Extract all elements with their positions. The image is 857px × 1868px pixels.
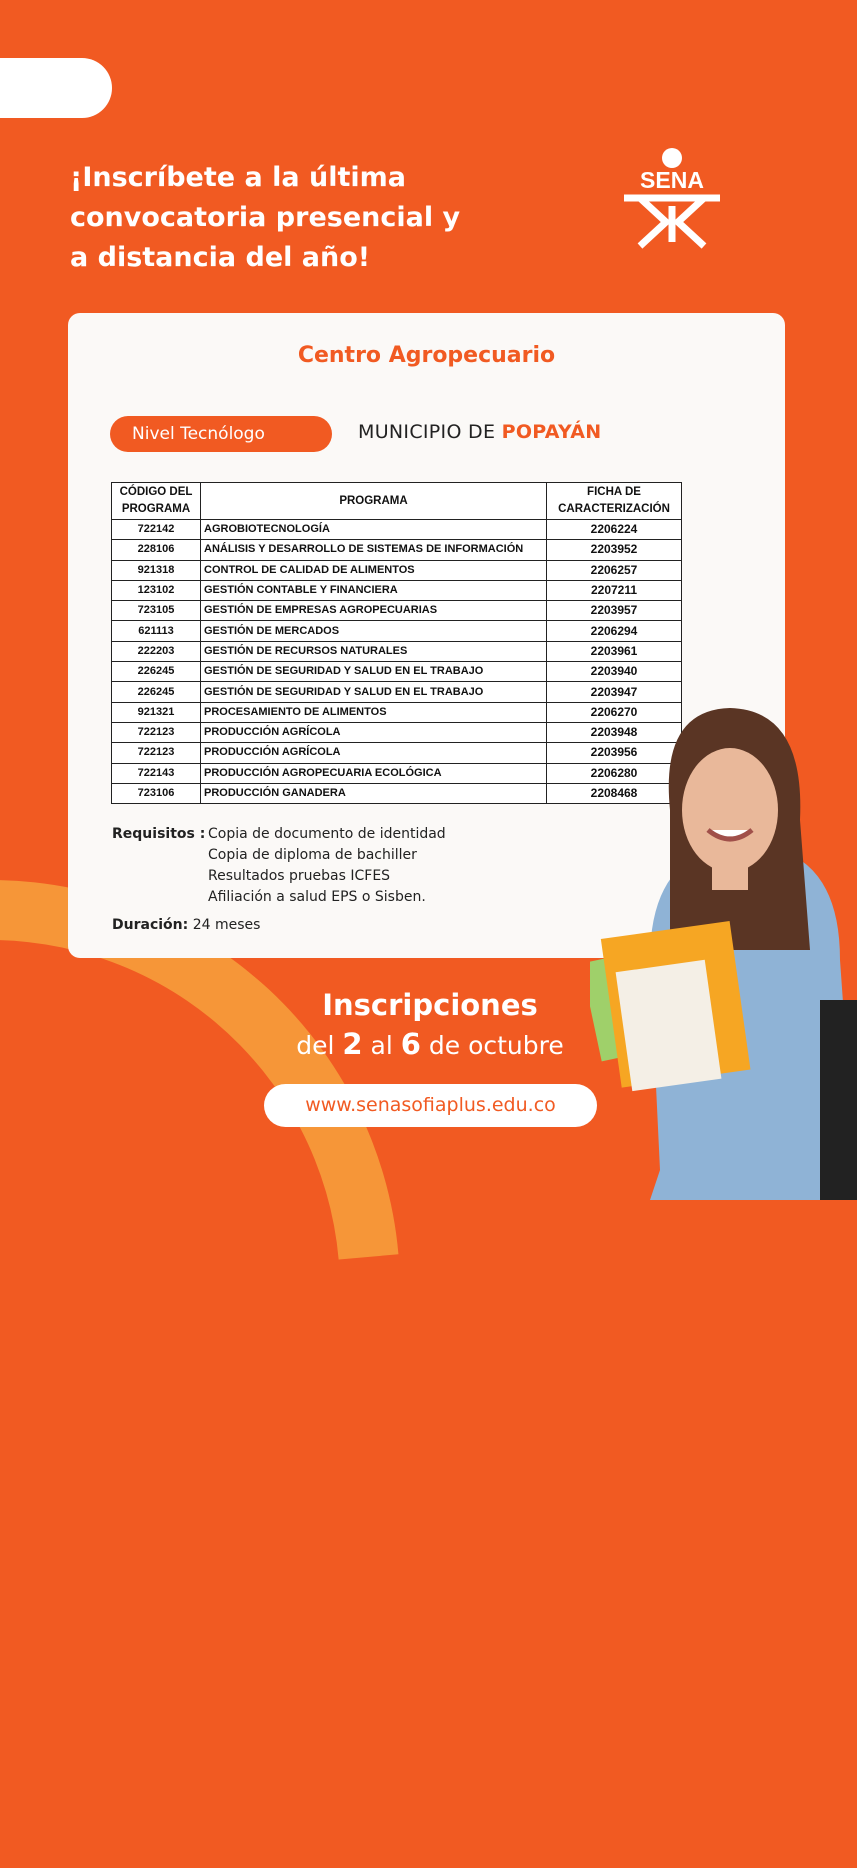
sena-logo xyxy=(618,146,726,250)
program-name-cell: GESTIÓN CONTABLE Y FINANCIERA xyxy=(201,580,547,600)
dates-word: al xyxy=(370,1031,393,1060)
ficha-cell: 2206257 xyxy=(547,560,682,580)
headline xyxy=(70,158,550,278)
duration-value: 24 meses xyxy=(192,917,261,933)
program-name-cell: PRODUCCIÓN GANADERA xyxy=(201,783,547,803)
duration xyxy=(112,917,260,933)
program-code-cell: 722123 xyxy=(112,743,201,763)
header-ficha xyxy=(547,483,682,520)
header-ficha-line: FICHA DE xyxy=(587,486,641,498)
program-code-cell: 722143 xyxy=(112,763,201,783)
ficha-cell: 2203947 xyxy=(547,682,682,702)
student-photo xyxy=(590,700,857,1200)
program-name-cell: PROCESAMIENTO DE ALIMENTOS xyxy=(201,702,547,722)
program-name-cell: AGROBIOTECNOLOGÍA xyxy=(201,520,547,540)
dates-month: de octubre xyxy=(428,1031,564,1060)
program-name-cell: PRODUCCIÓN AGROPECUARIA ECOLÓGICA xyxy=(201,763,547,783)
program-code-cell: 621113 xyxy=(112,621,201,641)
program-name-cell: PRODUCCIÓN AGRÍCOLA xyxy=(201,722,547,742)
ficha-cell: 2206270 xyxy=(547,702,682,722)
requirement-item: Resultados pruebas ICFES xyxy=(208,868,391,884)
ficha-cell: 2203952 xyxy=(547,540,682,560)
program-code-cell: 226245 xyxy=(112,682,201,702)
registration-block xyxy=(230,985,630,1063)
program-code-cell: 723105 xyxy=(112,601,201,621)
table-header-row xyxy=(112,483,682,520)
ficha-cell: 2208468 xyxy=(547,783,682,803)
requirement-item: Afiliación a salud EPS o Sisben. xyxy=(208,889,426,905)
program-name-cell: CONTROL DE CALIDAD DE ALIMENTOS xyxy=(201,560,547,580)
header-code-line: PROGRAMA xyxy=(121,503,191,515)
headline-line: convocatoria presencial y xyxy=(70,202,461,233)
program-code-cell: 222203 xyxy=(112,641,201,661)
program-name-cell: GESTIÓN DE RECURSOS NATURALES xyxy=(201,641,547,661)
header-ficha-line: CARACTERIZACIÓN xyxy=(558,503,670,515)
dates-word: del xyxy=(296,1031,335,1060)
ficha-cell: 2203957 xyxy=(547,601,682,621)
table-row xyxy=(112,601,682,621)
registration-title: Inscripciones xyxy=(322,988,538,1022)
program-code-cell: 722142 xyxy=(112,520,201,540)
table-row xyxy=(112,580,682,600)
ficha-cell: 2203940 xyxy=(547,662,682,682)
ficha-cell: 2206280 xyxy=(547,763,682,783)
program-code-cell: 723106 xyxy=(112,783,201,803)
table-row xyxy=(112,662,682,682)
municipality-prefix: MUNICIPIO DE xyxy=(358,421,496,443)
program-name-cell: GESTIÓN DE SEGURIDAD Y SALUD EN EL TRABAJO xyxy=(201,682,547,702)
table-row xyxy=(112,520,682,540)
requirements-label: Requisitos : xyxy=(112,826,206,842)
level-badge: Nivel Tecnólogo xyxy=(110,416,332,452)
ficha-cell: 2206294 xyxy=(547,621,682,641)
headline-line: ¡Inscríbete a la última xyxy=(70,162,406,193)
logo-text: SENA xyxy=(640,167,704,193)
program-code-cell: 722123 xyxy=(112,722,201,742)
program-code-cell: 228106 xyxy=(112,540,201,560)
program-name-cell: GESTIÓN DE EMPRESAS AGROPECUARIAS xyxy=(201,601,547,621)
program-code-cell: 921318 xyxy=(112,560,201,580)
table-row xyxy=(112,621,682,641)
program-code-cell: 123102 xyxy=(112,580,201,600)
program-name-cell: GESTIÓN DE MERCADOS xyxy=(201,621,547,641)
ficha-cell: 2206224 xyxy=(547,520,682,540)
ficha-cell: 2207211 xyxy=(547,580,682,600)
table-row xyxy=(112,540,682,560)
registration-dates xyxy=(230,1027,630,1063)
headline-line: a distancia del año! xyxy=(70,242,371,273)
decorative-pill xyxy=(0,58,112,118)
municipality-city: POPAYÁN xyxy=(501,421,602,443)
requirements xyxy=(112,824,446,908)
ficha-cell: 2203948 xyxy=(547,722,682,742)
program-name-cell: ANÁLISIS Y DESARROLLO DE SISTEMAS DE INFORMACIÓN xyxy=(201,540,547,560)
duration-label: Duración: xyxy=(112,917,189,933)
table-row xyxy=(112,560,682,580)
requirement-item: Copia de diploma de bachiller xyxy=(208,847,417,863)
ficha-cell: 2203961 xyxy=(547,641,682,661)
header-code-line: CÓDIGO DEL xyxy=(119,486,193,498)
program-code-cell: 921321 xyxy=(112,702,201,722)
program-code-cell: 226245 xyxy=(112,662,201,682)
program-name-cell: PRODUCCIÓN AGRÍCOLA xyxy=(201,743,547,763)
program-name-cell: GESTIÓN DE SEGURIDAD Y SALUD EN EL TRABAJO xyxy=(201,662,547,682)
requirement-item: Copia de documento de identidad xyxy=(208,826,446,842)
website-link[interactable]: www.senasofiaplus.edu.co xyxy=(264,1084,597,1127)
header-program: PROGRAMA xyxy=(201,483,547,520)
table-row xyxy=(112,641,682,661)
ficha-cell: 2203956 xyxy=(547,743,682,763)
municipality xyxy=(358,421,601,443)
date-end: 6 xyxy=(400,1027,421,1061)
date-start: 2 xyxy=(342,1027,363,1061)
requirements-list xyxy=(208,824,446,908)
center-title: Centro Agropecuario xyxy=(297,343,556,368)
header-code xyxy=(112,483,201,520)
